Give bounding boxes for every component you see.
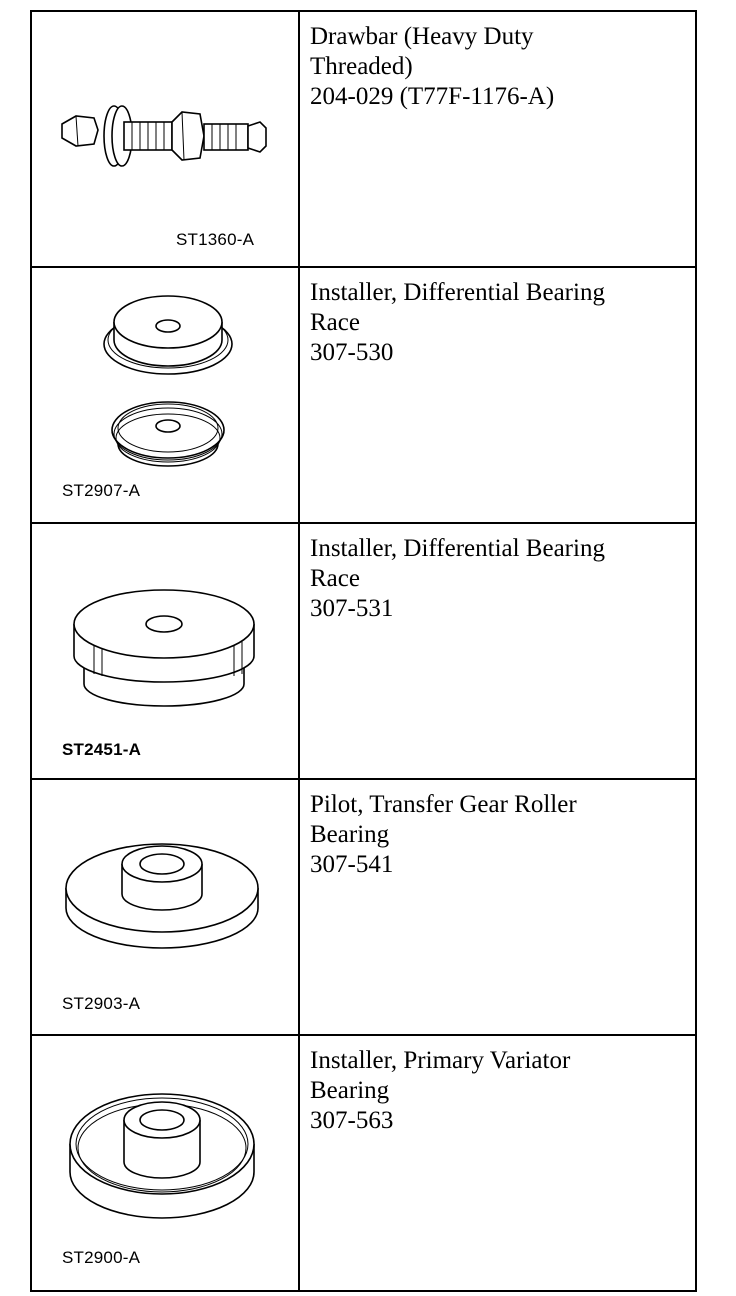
- tool-description-cell: [299, 1035, 696, 1291]
- table-row: [31, 11, 696, 267]
- tool-name-line: Race: [310, 309, 360, 336]
- art-id-label: ST2900-A: [62, 1248, 141, 1267]
- tool-illustration-cell: [31, 11, 299, 267]
- tool-description-cell: [299, 11, 696, 267]
- special-tools-table: [30, 10, 697, 1292]
- drawbar-icon: [32, 12, 298, 266]
- tool-description: [310, 22, 685, 112]
- art-id-label: ST2903-A: [62, 994, 141, 1013]
- tool-name-line: Race: [310, 565, 360, 592]
- tool-name-line: Bearing: [310, 821, 390, 848]
- tool-description-cell: [299, 779, 696, 1035]
- tool-part-number: 307-530: [310, 339, 394, 366]
- tool-part-number: 307-531: [310, 595, 394, 622]
- tool-part-number: 307-563: [310, 1107, 394, 1134]
- table-row: [31, 523, 696, 779]
- art-id-label: ST2907-A: [62, 481, 141, 500]
- tool-description: [310, 534, 685, 624]
- tool-description-cell: [299, 267, 696, 523]
- table-row: [31, 1035, 696, 1291]
- tool-name-line: Drawbar (Heavy Duty: [310, 23, 534, 50]
- tool-name-line: Installer, Primary Variator: [310, 1047, 571, 1074]
- tool-illustration-cell: [31, 523, 299, 779]
- tool-name-line: Installer, Differential Bearing: [310, 535, 605, 562]
- tool-name-line: Installer, Differential Bearing: [310, 279, 605, 306]
- tool-description: [310, 278, 685, 368]
- tool-name-line: Pilot, Transfer Gear Roller: [310, 791, 577, 818]
- table-row: [31, 267, 696, 523]
- art-id-label: ST1360-A: [176, 230, 255, 249]
- tool-part-number: 307-541: [310, 851, 394, 878]
- tool-name-line: Bearing: [310, 1077, 390, 1104]
- tool-illustration-cell: [31, 1035, 299, 1291]
- tool-illustration-cell: [31, 267, 299, 523]
- tool-part-number: 204-029 (T77F-1176-A): [310, 83, 555, 110]
- tool-illustration-cell: [31, 779, 299, 1035]
- tool-description-cell: [299, 523, 696, 779]
- art-id-label: ST2451-A: [62, 740, 142, 759]
- tool-description: [310, 1046, 685, 1136]
- tool-name-line: Threaded): [310, 53, 413, 80]
- tool-description: [310, 790, 685, 880]
- table-row: [31, 779, 696, 1035]
